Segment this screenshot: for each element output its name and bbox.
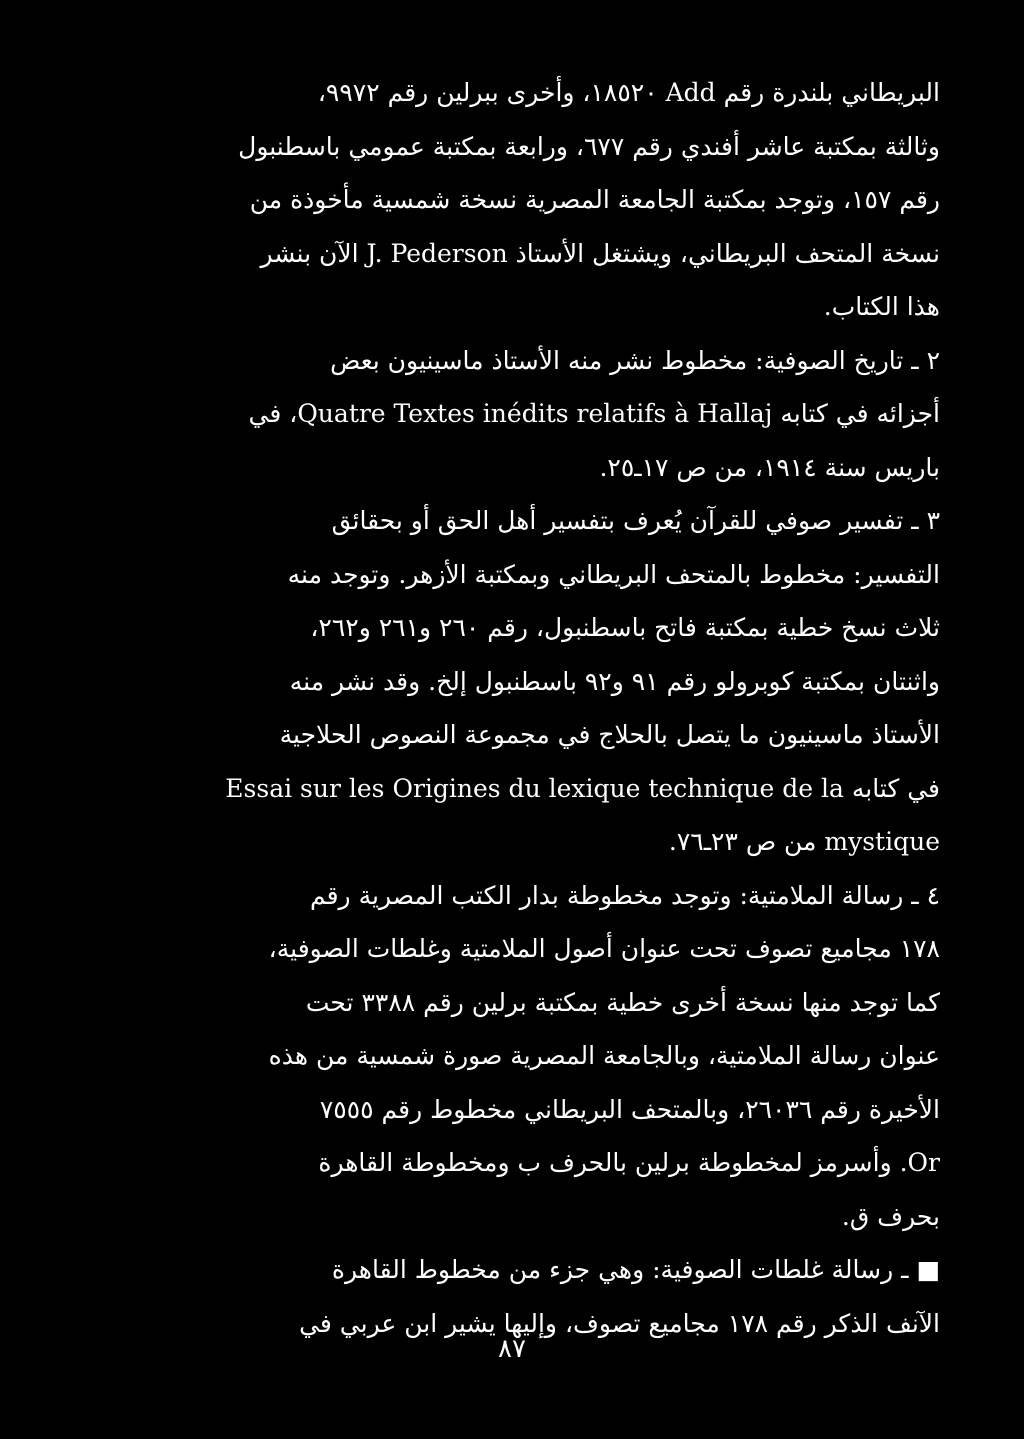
text-line: ٢ ـ تاريخ الصوفية: مخطوط نشر منه الأستاذ ماسينيون بعض (330, 345, 940, 375)
text-line: باريس سنة ١٩١٤، من ص ١٧ـ٢٥. (599, 452, 940, 482)
text-line: ثلاث نسخ خطية بمكتبة فاتح باسطنبول، رقم ٢٦٠ و٢٦١ و٢٦٢، (310, 613, 940, 642)
text-line: ■ ـ رسالة غلطات الصوفية: وهي جزء من مخطوط القاهرة (331, 1255, 940, 1284)
text-line: هذا الكتاب. (823, 292, 940, 321)
text-line: التفسير: مخطوط بالمتحف البريطاني وبمكتبة الأزهر. وتوجد منه (287, 559, 940, 589)
text-line: في كتابه Essai sur les Origines du lexique technique de la (225, 773, 940, 803)
page-number: ٨٧ (498, 1334, 526, 1364)
text-line: رقم ١٥٧، وتوجد بمكتبة الجامعة المصرية نسخة شمسية مأخوذة من (249, 185, 940, 214)
text-line: ١٧٨ مجاميع تصوف تحت عنوان أصول الملامتية وغلطات الصوفية، (268, 934, 940, 963)
text-line: واثنتان بمكتبة كوبرولو رقم ٩١ و٩٢ باسطنبول إلخ. وقد نشر منه (289, 666, 940, 696)
text-line: الأخيرة رقم ٢٦٠٣٦، وبالمتحف البريطاني مخطوط رقم ٧٥٥٥ (319, 1094, 940, 1124)
text-line: ٤ ـ رسالة الملامتية: وتوجد مخطوطة بدار الكتب المصرية رقم (309, 880, 940, 910)
text-line: الأستاذ ماسينيون ما يتصل بالحلاج في مجموعة النصوص الحلاجية (279, 720, 940, 749)
text-line: نسخة المتحف البريطاني، ويشتغل الأستاذ J. Pederson الآن بنشر (260, 238, 940, 268)
page-body (96, 66, 940, 1350)
text-line: وثالثة بمكتبة عاشر أفندي رقم ٦٧٧، ورابعة بمكتبة عمومي باسطنبول (238, 131, 940, 161)
text-line: عنوان رسالة الملامتية، وبالجامعة المصرية صورة شمسية من هذه (268, 1041, 940, 1070)
text-line: الآنف الذكر رقم ١٧٨ مجاميع تصوف، وإليها يشير ابن عربي في (299, 1308, 940, 1338)
text-line: أجزائه في كتابه Quatre Textes inédits relatifs à Hallaj، في (248, 399, 940, 428)
text-line: ٣ ـ تفسير صوفي للقرآن يُعرف بتفسير أهل الحق أو بحقائق (331, 506, 940, 535)
text-line: mystique من ص ٢٣ـ٧٦. (668, 827, 940, 856)
text-line: البريطاني بلندرة رقم Add ١٨٥٢٠، وأخرى ببرلين رقم ٩٩٧٢، (317, 78, 940, 107)
text-line: بحرف ق. (841, 1201, 940, 1231)
text-line: Or. وأسرمز لمخطوطة برلين بالحرف ب ومخطوطة القاهرة (318, 1148, 940, 1177)
text-line: كما توجد منها نسخة أخرى خطية بمكتبة برلين رقم ٣٣٨٨ تحت (305, 987, 940, 1017)
